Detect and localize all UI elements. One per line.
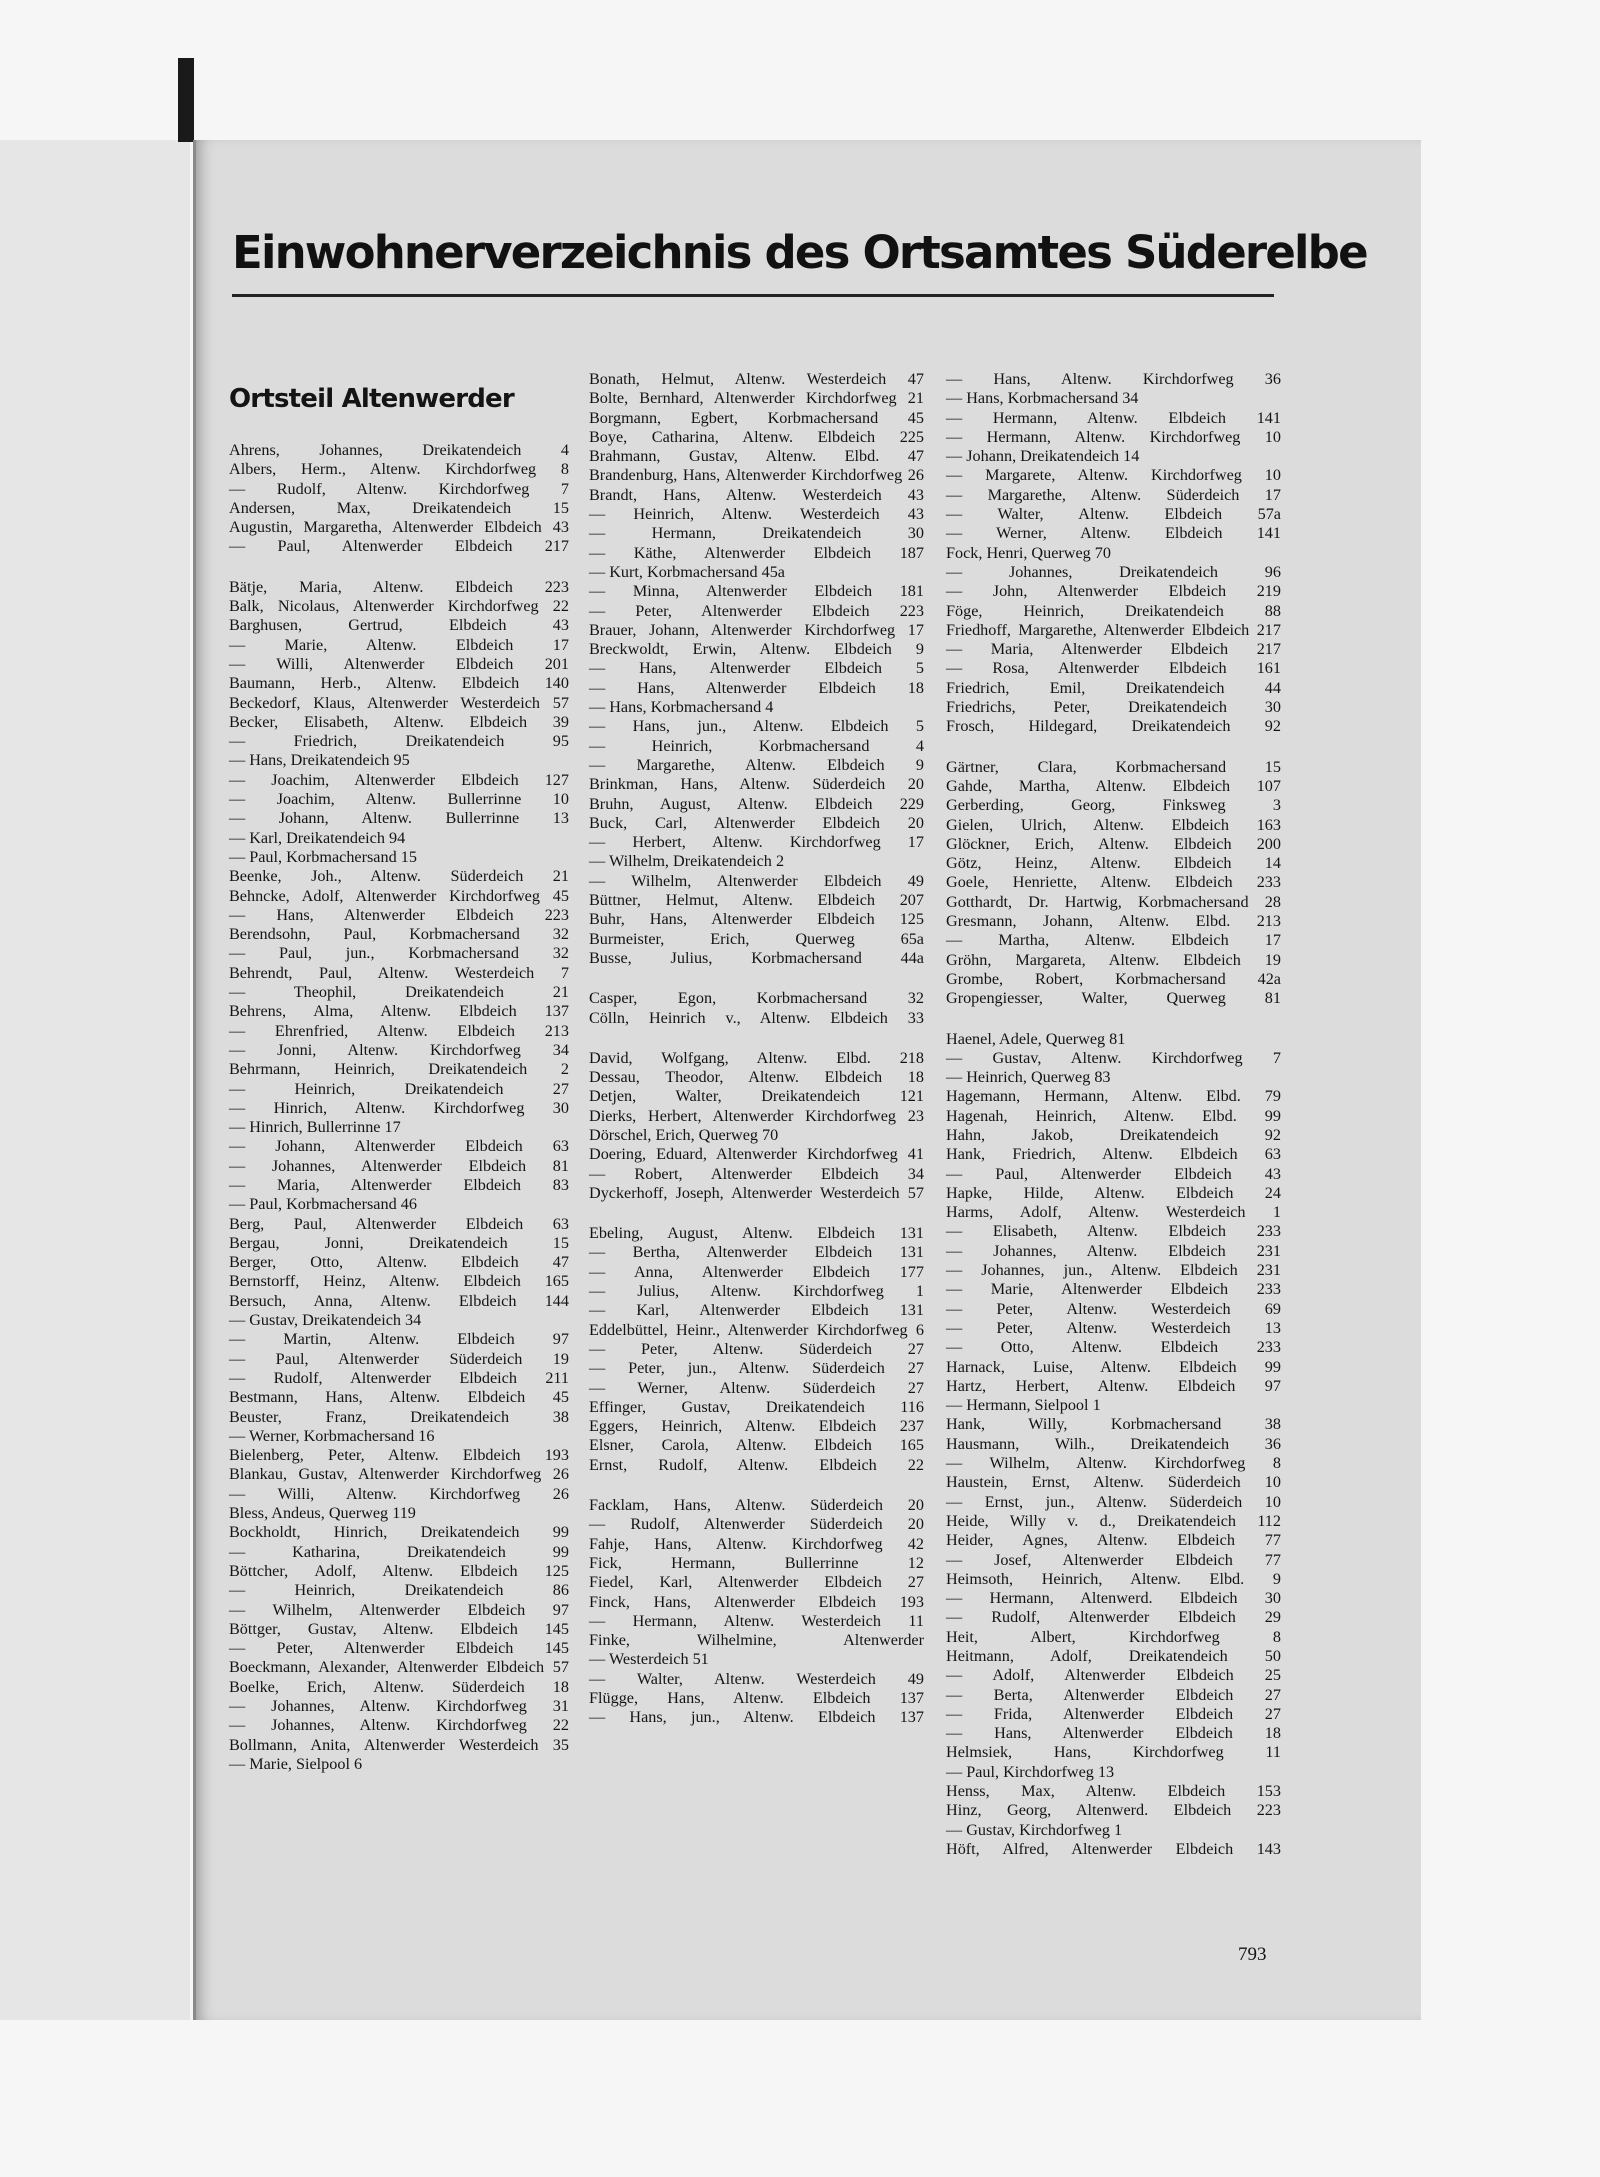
directory-entry: Elsner, Carola, Altenw. Elbdeich 165 bbox=[589, 1436, 924, 1455]
directory-entry: — Margarethe, Altenw. Elbdeich 9 bbox=[589, 755, 924, 774]
directory-entry: Behrmann, Heinrich, Dreikatendeich 2 bbox=[229, 1060, 569, 1079]
directory-entry: — Martha, Altenw. Elbdeich 17 bbox=[946, 931, 1281, 950]
directory-entry: Brauer, Johann, Altenwerder Kirchdorfweg 17 bbox=[589, 620, 924, 639]
directory-entry: Götz, Heinz, Altenw. Elbdeich 14 bbox=[946, 854, 1281, 873]
directory-entry: — Marie, Altenwerder Elbdeich 233 bbox=[946, 1280, 1281, 1299]
directory-entry: — Otto, Altenw. Elbdeich 233 bbox=[946, 1338, 1281, 1357]
directory-entry: Friedrich, Emil, Dreikatendeich 44 bbox=[946, 678, 1281, 697]
directory-entry: Hausmann, Wilh., Dreikatendeich 36 bbox=[946, 1434, 1281, 1453]
directory-entry: Bätje, Maria, Altenw. Elbdeich 223 bbox=[229, 577, 569, 596]
directory-entry: Fahje, Hans, Altenw. Kirchdorfweg 42 bbox=[589, 1534, 924, 1553]
directory-entry: — Walter, Altenw. Elbdeich 57a bbox=[946, 505, 1281, 524]
directory-entry: Behncke, Adolf, Altenwerder Kirchdorfweg 45 bbox=[229, 886, 569, 905]
directory-entry: — Paul, Altenwerder Elbdeich 217 bbox=[229, 537, 569, 556]
directory-entry: Bonath, Helmut, Altenw. Westerdeich 47 bbox=[589, 370, 924, 388]
left-margin-strip bbox=[0, 140, 190, 2020]
directory-entry: Heider, Agnes, Altenw. Elbdeich 77 bbox=[946, 1531, 1281, 1550]
directory-entry: Glöckner, Erich, Altenw. Elbdeich 200 bbox=[946, 834, 1281, 853]
page-number: 793 bbox=[1238, 1944, 1267, 1965]
directory-entry: — Hans, jun., Altenw. Elbdeich 5 bbox=[589, 717, 924, 736]
directory-entry: Busse, Julius, Korbmachersand 44a bbox=[589, 948, 924, 967]
directory-entry: Finck, Hans, Altenwerder Elbdeich 193 bbox=[589, 1592, 924, 1611]
directory-entry: — Frida, Altenwerder Elbdeich 27 bbox=[946, 1704, 1281, 1723]
directory-entry: — Paul, Kirchdorfweg 13 bbox=[946, 1762, 1115, 1781]
directory-entry: Hapke, Hilde, Altenw. Elbdeich 24 bbox=[946, 1183, 1281, 1202]
directory-entry: — Joachim, Altenw. Bullerrinne 10 bbox=[229, 790, 569, 809]
directory-entry: Becker, Elisabeth, Altenw. Elbdeich 39 bbox=[229, 712, 569, 731]
directory-entry: — Peter, jun., Altenw. Süderdeich 27 bbox=[589, 1359, 924, 1378]
directory-entry: Büttner, Helmut, Altenw. Elbdeich 207 bbox=[589, 891, 924, 910]
directory-entry: — Johannes, Altenw. Elbdeich 231 bbox=[946, 1241, 1281, 1260]
title-rule bbox=[232, 294, 1274, 297]
directory-entry: Haenel, Adele, Querweg 81 bbox=[946, 1029, 1126, 1048]
directory-entry: Detjen, Walter, Dreikatendeich 121 bbox=[589, 1087, 924, 1106]
directory-entry: — Elisabeth, Altenw. Elbdeich 233 bbox=[946, 1222, 1281, 1241]
group-spacer bbox=[229, 557, 569, 578]
directory-entry: — Paul, Altenwerder Elbdeich 43 bbox=[946, 1164, 1281, 1183]
directory-entry: Behrendt, Paul, Altenw. Westerdeich 7 bbox=[229, 963, 569, 982]
directory-entry: — Hans, jun., Altenw. Elbdeich 137 bbox=[589, 1708, 924, 1727]
directory-entry: — Rudolf, Altenwerder Süderdeich 20 bbox=[589, 1515, 924, 1534]
directory-entry: Gropengiesser, Walter, Querweg 81 bbox=[946, 989, 1281, 1008]
directory-entry: Berendsohn, Paul, Korbmachersand 32 bbox=[229, 925, 569, 944]
directory-entry: — Peter, Altenw. Westerdeich 13 bbox=[946, 1318, 1281, 1337]
directory-entry: — Adolf, Altenwerder Elbdeich 25 bbox=[946, 1666, 1281, 1685]
directory-entry: Heimsoth, Heinrich, Altenw. Elbd. 9 bbox=[946, 1569, 1281, 1588]
directory-entry: Haustein, Ernst, Altenw. Süderdeich 10 bbox=[946, 1473, 1281, 1492]
directory-entry: — Jonni, Altenw. Kirchdorfweg 34 bbox=[229, 1040, 569, 1059]
directory-entry: Borgmann, Egbert, Korbmachersand 45 bbox=[589, 408, 924, 427]
directory-entry: Casper, Egon, Korbmachersand 32 bbox=[589, 989, 924, 1008]
directory-entry: Gerberding, Georg, Finksweg 3 bbox=[946, 796, 1281, 815]
directory-entry: Boeckmann, Alexander, Altenwerder Elbdeich 57 bbox=[229, 1658, 569, 1677]
directory-entry: Fock, Henri, Querweg 70 bbox=[946, 543, 1111, 562]
directory-entry: Heitmann, Adolf, Dreikatendeich 50 bbox=[946, 1647, 1281, 1665]
directory-entry: Böttcher, Adolf, Altenw. Elbdeich 125 bbox=[229, 1561, 569, 1580]
directory-entry: Beuster, Franz, Dreikatendeich 38 bbox=[229, 1407, 569, 1426]
directory-entry: — Werner, Altenw. Süderdeich 27 bbox=[589, 1378, 924, 1397]
directory-entry: — Heinrich, Dreikatendeich 86 bbox=[229, 1581, 569, 1600]
directory-entry: Henss, Max, Altenw. Elbdeich 153 bbox=[946, 1782, 1281, 1801]
directory-entry: Bernstorff, Heinz, Altenw. Elbdeich 165 bbox=[229, 1272, 569, 1291]
directory-entry: Ahrens, Johannes, Dreikatendeich 4 bbox=[229, 441, 569, 459]
directory-entry: Gielen, Ulrich, Altenw. Elbdeich 163 bbox=[946, 815, 1281, 834]
directory-entry: — Maria, Altenwerder Elbdeich 217 bbox=[946, 640, 1281, 659]
directory-entry: Facklam, Hans, Altenw. Süderdeich 20 bbox=[589, 1496, 924, 1515]
directory-entry: — Gustav, Altenw. Kirchdorfweg 7 bbox=[946, 1048, 1281, 1067]
directory-entry: Hank, Friedrich, Altenw. Elbdeich 63 bbox=[946, 1145, 1281, 1164]
group-spacer bbox=[589, 1475, 924, 1496]
directory-entry: — Herbert, Altenw. Kirchdorfweg 17 bbox=[589, 833, 924, 852]
directory-entry: Albers, Herm., Altenw. Kirchdorfweg 8 bbox=[229, 460, 569, 479]
directory-entry: Bielenberg, Peter, Altenw. Elbdeich 193 bbox=[229, 1446, 569, 1465]
directory-entry: — Margarethe, Altenw. Süderdeich 17 bbox=[946, 485, 1281, 504]
directory-entry: Hartz, Herbert, Altenw. Elbdeich 97 bbox=[946, 1376, 1281, 1395]
directory-entry: — Westerdeich 51 bbox=[589, 1650, 709, 1669]
directory-entry: Friedrichs, Peter, Dreikatendeich 30 bbox=[946, 698, 1281, 717]
directory-entry: Heit, Albert, Kirchdorfweg 8 bbox=[946, 1627, 1281, 1646]
directory-entry: David, Wolfgang, Altenw. Elbd. 218 bbox=[589, 1048, 924, 1067]
directory-entry: — Wilhelm, Altenw. Kirchdorfweg 8 bbox=[946, 1454, 1281, 1473]
directory-entry: Fick, Hermann, Bullerrinne 12 bbox=[589, 1553, 924, 1572]
directory-entry: Effinger, Gustav, Dreikatendeich 116 bbox=[589, 1397, 924, 1416]
directory-entry: — Hans, Altenwerder Elbdeich 5 bbox=[589, 659, 924, 678]
directory-entry: Hank, Willy, Korbmachersand 38 bbox=[946, 1415, 1281, 1434]
directory-entry: — Hermann, Altenw. Westerdeich 11 bbox=[589, 1611, 924, 1630]
directory-entry: Dierks, Herbert, Altenwerder Kirchdorfweg 23 bbox=[589, 1106, 924, 1125]
directory-entry: Gröhn, Margareta, Altenw. Elbdeich 19 bbox=[946, 950, 1281, 969]
directory-entry: Boye, Catharina, Altenw. Elbdeich 225 bbox=[589, 427, 924, 446]
column-1 bbox=[229, 370, 569, 1774]
directory-entry: — Karl, Altenwerder Elbdeich 131 bbox=[589, 1301, 924, 1320]
directory-entry: Brandt, Hans, Altenw. Westerdeich 43 bbox=[589, 485, 924, 504]
directory-entry: Böttger, Gustav, Altenw. Elbdeich 145 bbox=[229, 1619, 569, 1638]
directory-entry: Doering, Eduard, Altenwerder Kirchdorfweg 41 bbox=[589, 1145, 924, 1164]
directory-entry: — Werner, Korbmachersand 16 bbox=[229, 1426, 435, 1445]
directory-entry: — Hermann, Altenwerd. Elbdeich 30 bbox=[946, 1589, 1281, 1608]
directory-entry: — Johann, Altenwerder Elbdeich 63 bbox=[229, 1137, 569, 1156]
directory-entry: — Marie, Altenw. Elbdeich 17 bbox=[229, 635, 569, 654]
binding-bar bbox=[178, 58, 194, 142]
directory-entry: Föge, Heinrich, Dreikatendeich 88 bbox=[946, 601, 1281, 620]
directory-entry: Breckwoldt, Erwin, Altenw. Elbdeich 9 bbox=[589, 640, 924, 659]
directory-entry: Brandenburg, Hans, Altenwerder Kirchdorfweg 26 bbox=[589, 466, 924, 485]
directory-entry: — Wilhelm, Altenwerder Elbdeich 97 bbox=[229, 1600, 569, 1619]
directory-entry: — Hans, Altenwerder Elbdeich 223 bbox=[229, 905, 569, 924]
directory-entry: Augustin, Margaretha, Altenwerder Elbdeich 43 bbox=[229, 518, 569, 537]
directory-entry: — Katharina, Dreikatendeich 99 bbox=[229, 1542, 569, 1561]
directory-entry: — Peter, Altenwerder Elbdeich 223 bbox=[589, 601, 924, 620]
directory-entry: Beenke, Joh., Altenw. Süderdeich 21 bbox=[229, 867, 569, 886]
directory-entry: Hagenah, Heinrich, Altenw. Elbd. 99 bbox=[946, 1106, 1281, 1125]
directory-entry: Bruhn, August, Altenw. Elbdeich 229 bbox=[589, 794, 924, 813]
directory-entry: — Kurt, Korbmachersand 45a bbox=[589, 562, 785, 581]
directory-entry: Hagemann, Hermann, Altenw. Elbd. 79 bbox=[946, 1087, 1281, 1106]
group-spacer bbox=[589, 1203, 924, 1224]
directory-entry: Dessau, Theodor, Altenw. Elbdeich 18 bbox=[589, 1068, 924, 1087]
directory-entry: — Marie, Sielpool 6 bbox=[229, 1754, 363, 1773]
directory-entry: — Johannes, Dreikatendeich 96 bbox=[946, 562, 1281, 581]
directory-entry: — Werner, Altenw. Elbdeich 141 bbox=[946, 524, 1281, 543]
directory-entry: — Wilhelm, Altenwerder Elbdeich 49 bbox=[589, 871, 924, 890]
directory-entry: — Peter, Altenw. Westerdeich 69 bbox=[946, 1299, 1281, 1318]
group-spacer bbox=[946, 1009, 1281, 1030]
directory-entry: — Theophil, Dreikatendeich 21 bbox=[229, 983, 569, 1002]
directory-entry: Gresmann, Johann, Altenw. Elbd. 213 bbox=[946, 912, 1281, 931]
directory-entry: — Ernst, jun., Altenw. Süderdeich 10 bbox=[946, 1492, 1281, 1511]
directory-entry: — Maria, Altenwerder Elbdeich 83 bbox=[229, 1175, 569, 1194]
directory-entry: — Walter, Altenw. Westerdeich 49 bbox=[589, 1669, 924, 1688]
page-title: Einwohnerverzeichnis des Ortsamtes Süderelbe bbox=[232, 226, 1367, 279]
directory-entry: — Bertha, Altenwerder Elbdeich 131 bbox=[589, 1243, 924, 1262]
directory-entry: Berg, Paul, Altenwerder Elbdeich 63 bbox=[229, 1214, 569, 1233]
directory-entry: — Julius, Altenw. Kirchdorfweg 1 bbox=[589, 1282, 924, 1301]
directory-entry: — Josef, Altenwerder Elbdeich 77 bbox=[946, 1550, 1281, 1569]
directory-entry: Brinkman, Hans, Altenw. Süderdeich 20 bbox=[589, 775, 924, 794]
directory-entry: Gahde, Martha, Altenw. Elbdeich 107 bbox=[946, 776, 1281, 795]
directory-entry: Burmeister, Erich, Querweg 65a bbox=[589, 929, 924, 948]
directory-entry: — Hinrich, Bullerrinne 17 bbox=[229, 1118, 401, 1137]
directory-entry: Ebeling, August, Altenw. Elbdeich 131 bbox=[589, 1224, 924, 1243]
directory-entry: — Rudolf, Altenwerder Elbdeich 29 bbox=[946, 1608, 1281, 1627]
directory-entry: — Margarete, Altenw. Kirchdorfweg 10 bbox=[946, 466, 1281, 485]
directory-entry: — Rudolf, Altenw. Kirchdorfweg 7 bbox=[229, 479, 569, 498]
directory-entry: Harnack, Luise, Altenw. Elbdeich 99 bbox=[946, 1357, 1281, 1376]
directory-entry: Bersuch, Anna, Altenw. Elbdeich 144 bbox=[229, 1291, 569, 1310]
directory-entry: — Johannes, Altenw. Kirchdorfweg 31 bbox=[229, 1697, 569, 1715]
directory-entry: Bollmann, Anita, Altenwerder Westerdeich 35 bbox=[229, 1735, 569, 1754]
directory-entry: Barghusen, Gertrud, Elbdeich 43 bbox=[229, 616, 569, 635]
directory-entry: — Heinrich, Altenw. Westerdeich 43 bbox=[589, 505, 924, 524]
directory-entry: — Gustav, Dreikatendeich 34 bbox=[229, 1311, 422, 1330]
directory-entry: Goele, Henriette, Altenw. Elbdeich 233 bbox=[946, 873, 1281, 892]
directory-entry: Heide, Willy v. d., Dreikatendeich 112 bbox=[946, 1511, 1281, 1530]
directory-entry: — Heinrich, Dreikatendeich 27 bbox=[229, 1079, 569, 1098]
directory-entry: — Hinrich, Altenw. Kirchdorfweg 30 bbox=[229, 1098, 569, 1117]
directory-entry: — Peter, Altenwerder Elbdeich 145 bbox=[229, 1639, 569, 1658]
directory-entry: — Gustav, Kirchdorfweg 1 bbox=[946, 1820, 1123, 1839]
directory-entry: Hahn, Jakob, Dreikatendeich 92 bbox=[946, 1125, 1281, 1144]
directory-entry: — Paul, Korbmachersand 15 bbox=[229, 847, 417, 866]
directory-entry: Friedhoff, Margarethe, Altenwerder Elbdeich 217 bbox=[946, 620, 1281, 639]
directory-entry: — Käthe, Altenwerder Elbdeich 187 bbox=[589, 543, 924, 562]
directory-entry: Berger, Otto, Altenw. Elbdeich 47 bbox=[229, 1253, 569, 1272]
group-spacer bbox=[946, 737, 1281, 758]
directory-entry: Gotthardt, Dr. Hartwig, Korbmachersand 28 bbox=[946, 892, 1281, 911]
directory-entry: Blankau, Gustav, Altenwerder Kirchdorfweg 26 bbox=[229, 1465, 569, 1484]
section-heading: Ortsteil Altenwerder bbox=[229, 384, 514, 414]
directory-entry: Harms, Adolf, Altenw. Westerdeich 1 bbox=[946, 1203, 1281, 1222]
directory-entry: — Hans, Altenw. Kirchdorfweg 36 bbox=[946, 370, 1281, 388]
directory-entry: Behrens, Alma, Altenw. Elbdeich 137 bbox=[229, 1002, 569, 1021]
directory-entry: Brahmann, Gustav, Altenw. Elbd. 47 bbox=[589, 447, 924, 466]
directory-entry: Bergau, Jonni, Dreikatendeich 15 bbox=[229, 1233, 569, 1252]
directory-entry: — Rosa, Altenwerder Elbdeich 161 bbox=[946, 659, 1281, 678]
directory-entry: Höft, Alfred, Altenwerder Elbdeich 143 bbox=[946, 1839, 1281, 1858]
directory-entry: Boelke, Erich, Altenw. Süderdeich 18 bbox=[229, 1677, 569, 1696]
directory-entry: — Hermann, Altenw. Elbdeich 141 bbox=[946, 408, 1281, 427]
directory-entry: — Anna, Altenwerder Elbdeich 177 bbox=[589, 1262, 924, 1281]
directory-entry: — Paul, Korbmachersand 46 bbox=[229, 1195, 417, 1214]
directory-entry: — Friedrich, Dreikatendeich 95 bbox=[229, 732, 569, 751]
directory-entry: — Martin, Altenw. Elbdeich 97 bbox=[229, 1330, 569, 1349]
directory-entry: Finke, Wilhelmine, Altenwerder bbox=[589, 1631, 924, 1650]
directory-entry: — Robert, Altenwerder Elbdeich 34 bbox=[589, 1164, 924, 1183]
directory-entry: — Ehrenfried, Altenw. Elbdeich 213 bbox=[229, 1021, 569, 1040]
directory-entry: — Wilhelm, Dreikatendeich 2 bbox=[589, 852, 785, 871]
directory-entry: — Johann, Altenw. Bullerrinne 13 bbox=[229, 809, 569, 828]
directory-entry: — Joachim, Altenwerder Elbdeich 127 bbox=[229, 770, 569, 789]
group-spacer bbox=[589, 1028, 924, 1049]
directory-entry: — Hans, Korbmachersand 4 bbox=[589, 698, 774, 717]
directory-entry: Buhr, Hans, Altenwerder Elbdeich 125 bbox=[589, 910, 924, 929]
directory-entry: — Hermann, Sielpool 1 bbox=[946, 1396, 1101, 1415]
directory-entry: Dyckerhoff, Joseph, Altenwerder Westerdeich 57 bbox=[589, 1183, 924, 1202]
column-3 bbox=[946, 370, 1281, 1859]
directory-entry: — Hans, Dreikatendeich 95 bbox=[229, 751, 410, 770]
directory-entry: — Rudolf, Altenwerder Elbdeich 211 bbox=[229, 1368, 569, 1387]
directory-entry: — Paul, Altenwerder Süderdeich 19 bbox=[229, 1349, 569, 1368]
directory-entry: Eggers, Heinrich, Altenw. Elbdeich 237 bbox=[589, 1417, 924, 1436]
directory-entry: — Minna, Altenwerder Elbdeich 181 bbox=[589, 582, 924, 601]
directory-entry: — Johann, Dreikatendeich 14 bbox=[946, 447, 1140, 466]
directory-entry: Hinz, Georg, Altenwerd. Elbdeich 223 bbox=[946, 1801, 1281, 1820]
directory-entry: Bockholdt, Hinrich, Dreikatendeich 99 bbox=[229, 1523, 569, 1542]
directory-entry: — Johannes, Altenwerder Elbdeich 81 bbox=[229, 1156, 569, 1175]
group-spacer bbox=[589, 968, 924, 989]
directory-entry: Dörschel, Erich, Querweg 70 bbox=[589, 1125, 779, 1144]
directory-entry: — Karl, Dreikatendeich 94 bbox=[229, 828, 406, 847]
directory-entry: — Hermann, Altenw. Kirchdorfweg 10 bbox=[946, 427, 1281, 446]
directory-entry: Grombe, Robert, Korbmachersand 42a bbox=[946, 969, 1281, 988]
directory-entry: — John, Altenwerder Elbdeich 219 bbox=[946, 582, 1281, 601]
directory-entry: Flügge, Hans, Altenw. Elbdeich 137 bbox=[589, 1689, 924, 1707]
directory-entry: Bless, Andeus, Querweg 119 bbox=[229, 1504, 416, 1523]
directory-entry: — Willi, Altenw. Kirchdorfweg 26 bbox=[229, 1484, 569, 1503]
directory-entry: Andersen, Max, Dreikatendeich 15 bbox=[229, 498, 569, 517]
directory-entry: — Hans, Altenwerder Elbdeich 18 bbox=[946, 1724, 1281, 1743]
directory-entry: Fiedel, Karl, Altenwerder Elbdeich 27 bbox=[589, 1573, 924, 1592]
directory-entry: Gärtner, Clara, Korbmachersand 15 bbox=[946, 757, 1281, 776]
directory-entry: — Hermann, Dreikatendeich 30 bbox=[589, 524, 924, 543]
directory-entry: Helmsiek, Hans, Kirchdorfweg 11 bbox=[946, 1743, 1281, 1762]
directory-entry: — Willi, Altenwerder Elbdeich 201 bbox=[229, 654, 569, 673]
directory-entry: — Johannes, jun., Altenw. Elbdeich 231 bbox=[946, 1261, 1281, 1280]
directory-entry: Balk, Nicolaus, Altenwerder Kirchdorfweg 22 bbox=[229, 597, 569, 616]
directory-entry: — Hans, Altenwerder Elbdeich 18 bbox=[589, 678, 924, 697]
column-2 bbox=[589, 370, 924, 1728]
directory-entry: Bestmann, Hans, Altenw. Elbdeich 45 bbox=[229, 1388, 569, 1407]
directory-entry: Frosch, Hildegard, Dreikatendeich 92 bbox=[946, 717, 1281, 736]
directory-entry: Eddelbüttel, Heinr., Altenwerder Kirchdorfweg 6 bbox=[589, 1320, 924, 1339]
directory-entry: Beckedorf, Klaus, Altenwerder Westerdeich 57 bbox=[229, 693, 569, 712]
directory-entry: Bolte, Bernhard, Altenwerder Kirchdorfweg 21 bbox=[589, 389, 924, 408]
directory-entry: — Paul, jun., Korbmachersand 32 bbox=[229, 944, 569, 963]
directory-entry: — Hans, Korbmachersand 34 bbox=[946, 389, 1139, 408]
directory-entry: — Johannes, Altenw. Kirchdorfweg 22 bbox=[229, 1716, 569, 1735]
directory-entry: — Berta, Altenwerder Elbdeich 27 bbox=[946, 1685, 1281, 1704]
directory-entry: Ernst, Rudolf, Altenw. Elbdeich 22 bbox=[589, 1455, 924, 1474]
directory-entry: — Peter, Altenw. Süderdeich 27 bbox=[589, 1339, 924, 1358]
directory-entry: Baumann, Herb., Altenw. Elbdeich 140 bbox=[229, 674, 569, 693]
directory-entry: — Heinrich, Querweg 83 bbox=[946, 1068, 1111, 1087]
directory-entry: — Heinrich, Korbmachersand 4 bbox=[589, 736, 924, 755]
directory-entry: Cölln, Heinrich v., Altenw. Elbdeich 33 bbox=[589, 1008, 924, 1027]
directory-entry: Buck, Carl, Altenwerder Elbdeich 20 bbox=[589, 813, 924, 832]
